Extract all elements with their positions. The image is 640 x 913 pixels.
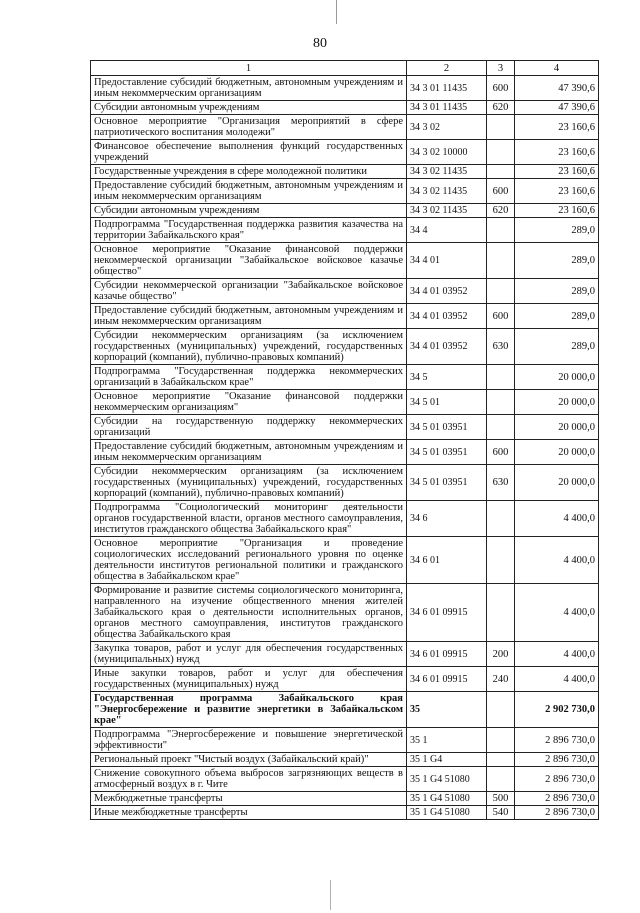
row-name-cell: Субсидии некоммерческой организации "Забайкальское войсковое казачье общество" xyxy=(91,279,407,304)
row-name-cell: Основное мероприятие "Организация мероприятий в сфере патриотического воспитания молодежи" xyxy=(91,115,407,140)
row-name-cell: Государственная программа Забайкальского края "Энергосбережение и развитие энергетики в Забайкальском крае" xyxy=(91,692,407,728)
row-expense-type-cell xyxy=(487,243,515,279)
row-expense-type-cell xyxy=(487,415,515,440)
row-amount-cell: 2 896 730,0 xyxy=(515,753,599,767)
row-code-cell: 34 4 01 03952 xyxy=(407,304,487,329)
page-number: 80 xyxy=(313,36,327,51)
row-name-cell: Закупка товаров, работ и услуг для обеспечения государственных (муниципальных) нужд xyxy=(91,642,407,667)
row-expense-type-cell xyxy=(487,218,515,243)
row-expense-type-cell xyxy=(487,390,515,415)
row-expense-type-cell: 600 xyxy=(487,179,515,204)
row-name-cell: Региональный проект "Чистый воздух (Забайкальский край)" xyxy=(91,753,407,767)
table-row xyxy=(91,728,599,753)
row-code-cell: 34 6 01 09915 xyxy=(407,584,487,642)
header-col-1: 1 xyxy=(91,61,407,76)
row-name-cell: Предоставление субсидий бюджетным, автономным учреждениям и иным некоммерческим организациям xyxy=(91,76,407,101)
row-code-cell: 34 4 01 xyxy=(407,243,487,279)
row-name-cell: Основное мероприятие "Оказание финансовой поддержки некоммерческой организации "Забайкальское войсковое казачье общество" xyxy=(91,243,407,279)
row-expense-type-cell: 620 xyxy=(487,204,515,218)
table-row xyxy=(91,304,599,329)
row-code-cell: 34 4 xyxy=(407,218,487,243)
row-amount-cell: 2 902 730,0 xyxy=(515,692,599,728)
row-expense-type-cell xyxy=(487,584,515,642)
row-name-cell: Снижение совокупного объема выбросов загрязняющих веществ в атмосферный воздух в г. Чите xyxy=(91,767,407,792)
row-amount-cell: 47 390,6 xyxy=(515,76,599,101)
row-code-cell: 35 1 G4 xyxy=(407,753,487,767)
table-row xyxy=(91,767,599,792)
scan-fold-line-top xyxy=(336,0,337,24)
table-header-row xyxy=(91,61,599,76)
row-code-cell: 34 5 01 03951 xyxy=(407,440,487,465)
table-row xyxy=(91,218,599,243)
row-amount-cell: 4 400,0 xyxy=(515,584,599,642)
row-expense-type-cell xyxy=(487,365,515,390)
row-expense-type-cell: 240 xyxy=(487,667,515,692)
row-name-cell: Подпрограмма "Государственная поддержка некоммерческих организаций в Забайкальском крае" xyxy=(91,365,407,390)
table-row xyxy=(91,179,599,204)
row-amount-cell: 289,0 xyxy=(515,304,599,329)
row-code-cell: 34 3 02 11435 xyxy=(407,204,487,218)
table-row xyxy=(91,806,599,820)
row-amount-cell: 23 160,6 xyxy=(515,140,599,165)
row-name-cell: Основное мероприятие "Организация и проведение социологических исследований регионального уровня по оценке деятельности институтов региональной политики и гражданского общества в Забайкальском крае" xyxy=(91,537,407,584)
row-amount-cell: 20 000,0 xyxy=(515,440,599,465)
row-expense-type-cell: 600 xyxy=(487,304,515,329)
table-row xyxy=(91,753,599,767)
table-row xyxy=(91,642,599,667)
table-row xyxy=(91,204,599,218)
row-code-cell: 34 3 02 11435 xyxy=(407,165,487,179)
row-expense-type-cell: 600 xyxy=(487,76,515,101)
row-code-cell: 34 3 01 11435 xyxy=(407,76,487,101)
row-code-cell: 35 1 G4 51080 xyxy=(407,806,487,820)
header-col-2: 2 xyxy=(407,61,487,76)
row-expense-type-cell: 600 xyxy=(487,440,515,465)
row-name-cell: Субсидии автономным учреждениям xyxy=(91,204,407,218)
header-col-3: 3 xyxy=(487,61,515,76)
row-code-cell: 34 5 01 03951 xyxy=(407,415,487,440)
row-amount-cell: 23 160,6 xyxy=(515,115,599,140)
row-code-cell: 34 5 xyxy=(407,365,487,390)
row-code-cell: 34 6 01 09915 xyxy=(407,642,487,667)
row-code-cell: 34 6 01 09915 xyxy=(407,667,487,692)
row-amount-cell: 47 390,6 xyxy=(515,101,599,115)
table-row xyxy=(91,792,599,806)
row-amount-cell: 2 896 730,0 xyxy=(515,792,599,806)
table-row xyxy=(91,101,599,115)
row-amount-cell: 289,0 xyxy=(515,329,599,365)
row-name-cell: Иные закупки товаров, работ и услуг для обеспечения государственных (муниципальных) нужд xyxy=(91,667,407,692)
row-expense-type-cell: 200 xyxy=(487,642,515,667)
row-expense-type-cell xyxy=(487,767,515,792)
row-expense-type-cell xyxy=(487,165,515,179)
row-name-cell: Финансовое обеспечение выполнения функций государственных учреждений xyxy=(91,140,407,165)
table-row xyxy=(91,501,599,537)
row-expense-type-cell xyxy=(487,501,515,537)
row-name-cell: Иные межбюджетные трансферты xyxy=(91,806,407,820)
table-row xyxy=(91,115,599,140)
row-name-cell: Подпрограмма "Энергосбережение и повышение энергетической эффективности" xyxy=(91,728,407,753)
row-name-cell: Предоставление субсидий бюджетным, автономным учреждениям и иным некоммерческим организациям xyxy=(91,179,407,204)
row-amount-cell: 4 400,0 xyxy=(515,642,599,667)
table-row xyxy=(91,390,599,415)
row-code-cell: 34 4 01 03952 xyxy=(407,329,487,365)
row-code-cell: 34 6 xyxy=(407,501,487,537)
row-name-cell: Предоставление субсидий бюджетным, автономным учреждениям и иным некоммерческим организациям xyxy=(91,304,407,329)
table-row xyxy=(91,440,599,465)
row-expense-type-cell xyxy=(487,753,515,767)
row-code-cell: 34 3 02 10000 xyxy=(407,140,487,165)
row-expense-type-cell: 500 xyxy=(487,792,515,806)
row-amount-cell: 289,0 xyxy=(515,218,599,243)
row-amount-cell: 20 000,0 xyxy=(515,465,599,501)
table-row xyxy=(91,243,599,279)
row-name-cell: Основное мероприятие "Оказание финансовой поддержки некоммерческим организациям" xyxy=(91,390,407,415)
table-row xyxy=(91,415,599,440)
row-code-cell: 34 5 01 03951 xyxy=(407,465,487,501)
table-body xyxy=(91,76,599,820)
row-code-cell: 34 3 02 11435 xyxy=(407,179,487,204)
row-name-cell: Подпрограмма "Государственная поддержка развития казачества на территории Забайкальского края" xyxy=(91,218,407,243)
budget-table xyxy=(90,60,599,820)
row-name-cell: Субсидии автономным учреждениям xyxy=(91,101,407,115)
row-expense-type-cell xyxy=(487,537,515,584)
row-expense-type-cell xyxy=(487,140,515,165)
row-amount-cell: 23 160,6 xyxy=(515,165,599,179)
row-name-cell: Предоставление субсидий бюджетным, автономным учреждениям и иным некоммерческим организациям xyxy=(91,440,407,465)
row-name-cell: Субсидии некоммерческим организациям (за исключением государственных (муниципальных) учреждений, государственных корпораций (компаний), публично-правовых компаний) xyxy=(91,329,407,365)
table-row xyxy=(91,584,599,642)
row-code-cell: 34 6 01 xyxy=(407,537,487,584)
row-name-cell: Субсидии на государственную поддержку некоммерческих организаций xyxy=(91,415,407,440)
table-row xyxy=(91,140,599,165)
row-amount-cell: 20 000,0 xyxy=(515,365,599,390)
row-amount-cell: 4 400,0 xyxy=(515,537,599,584)
row-code-cell: 34 5 01 xyxy=(407,390,487,415)
row-amount-cell: 289,0 xyxy=(515,243,599,279)
row-name-cell: Межбюджетные трансферты xyxy=(91,792,407,806)
row-name-cell: Подпрограмма "Социологический мониторинг деятельности органов государственной власти, органов местного самоуправления, институтов гражданского общества Забайкальского края" xyxy=(91,501,407,537)
row-amount-cell: 2 896 730,0 xyxy=(515,728,599,753)
table-row xyxy=(91,667,599,692)
row-amount-cell: 23 160,6 xyxy=(515,204,599,218)
row-code-cell: 34 3 01 11435 xyxy=(407,101,487,115)
row-amount-cell: 2 896 730,0 xyxy=(515,806,599,820)
table-row xyxy=(91,279,599,304)
row-expense-type-cell xyxy=(487,115,515,140)
row-expense-type-cell xyxy=(487,728,515,753)
scan-fold-line-bottom xyxy=(330,880,331,910)
row-amount-cell: 23 160,6 xyxy=(515,179,599,204)
header-col-4: 4 xyxy=(515,61,599,76)
table-row xyxy=(91,329,599,365)
row-name-cell: Формирование и развитие системы социологического мониторинга, направленного на изучение общественного мнения жителей Забайкальского края о деятельности исполнительных органов, органов местного самоуправления, институтов гражданского общества Забайкальского края xyxy=(91,584,407,642)
row-amount-cell: 289,0 xyxy=(515,279,599,304)
row-name-cell: Государственные учреждения в сфере молодежной политики xyxy=(91,165,407,179)
table-row xyxy=(91,365,599,390)
row-expense-type-cell: 620 xyxy=(487,101,515,115)
table-row xyxy=(91,537,599,584)
row-code-cell: 35 1 G4 51080 xyxy=(407,792,487,806)
row-expense-type-cell: 540 xyxy=(487,806,515,820)
row-code-cell: 35 1 G4 51080 xyxy=(407,767,487,792)
row-amount-cell: 20 000,0 xyxy=(515,390,599,415)
table-row xyxy=(91,165,599,179)
row-expense-type-cell xyxy=(487,279,515,304)
row-code-cell: 34 4 01 03952 xyxy=(407,279,487,304)
row-code-cell: 34 3 02 xyxy=(407,115,487,140)
row-expense-type-cell: 630 xyxy=(487,329,515,365)
row-code-cell: 35 1 xyxy=(407,728,487,753)
row-name-cell: Субсидии некоммерческим организациям (за исключением государственных (муниципальных) учреждений, государственных корпораций (компаний), публично-правовых компаний) xyxy=(91,465,407,501)
row-expense-type-cell xyxy=(487,692,515,728)
row-amount-cell: 4 400,0 xyxy=(515,501,599,537)
row-expense-type-cell: 630 xyxy=(487,465,515,501)
row-amount-cell: 4 400,0 xyxy=(515,667,599,692)
row-code-cell: 35 xyxy=(407,692,487,728)
row-amount-cell: 2 896 730,0 xyxy=(515,767,599,792)
table-row xyxy=(91,692,599,728)
table-row xyxy=(91,76,599,101)
row-amount-cell: 20 000,0 xyxy=(515,415,599,440)
table-row xyxy=(91,465,599,501)
